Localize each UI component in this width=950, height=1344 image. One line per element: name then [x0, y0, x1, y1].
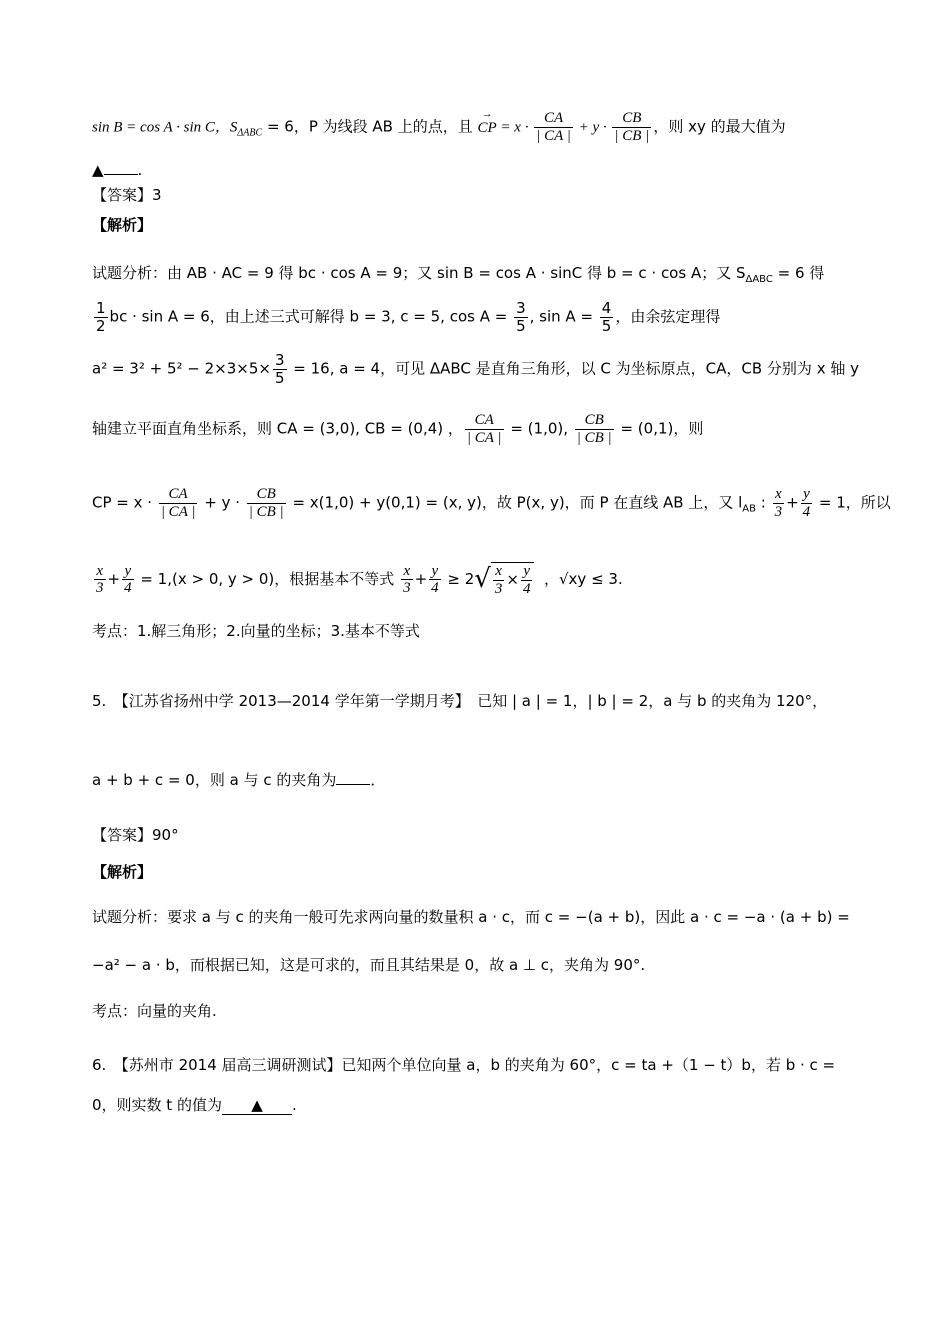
q4-l6-three-den: 3: [96, 580, 104, 596]
q4-line4-cb-num: CB: [575, 412, 614, 430]
q4-line4-cb-den: | CB |: [576, 429, 612, 446]
q4-cosa-num: 3: [516, 299, 526, 317]
q4-analysis-line-1: [92, 264, 870, 286]
q4-cond-sub: ΔABC: [237, 127, 263, 139]
q4-sqrt-sign: √: [474, 563, 491, 594]
q4-l6b-x-num: x: [401, 563, 413, 581]
q4-sqrt-content: $\frac{x}{3}$ × $\frac{y}{4}$: [491, 562, 535, 597]
q4-cosa-den: 5: [516, 316, 526, 335]
q4-sina-den: 5: [601, 316, 612, 335]
q5-answer: 【答案】90°: [92, 826, 179, 844]
q5-stem-line-1: 5. 【江苏省扬州中学 2013—2014 学年第一学期月考】 已知 | a | = 1，| b | = 2，a 与 b 的夹角为 120°，: [92, 692, 828, 710]
q4-line5-ca-fraction: [159, 486, 198, 520]
q4-cond-prefix: sin B = cos A · sin C，S: [92, 119, 238, 136]
q5-analysis-line-1: 试题分析：要求 a 与 c 的夹角一般可先求两向量的数量积 a · c，而 c = −(a + b)，因此 a · c = −a · (a + b) =: [92, 908, 850, 926]
q4-line5-ca-num: CA: [159, 486, 198, 504]
q6-stem-b: 0，则实数 t 的值为: [92, 1096, 222, 1114]
q4-line6-c: ，√xy ≤ 3.: [544, 570, 623, 588]
q4-sq-x-num: x: [493, 563, 505, 581]
q4-l6-four-den: 4: [124, 580, 132, 596]
q4-line-x3-fraction: [773, 486, 785, 520]
q4-l6b-three-den: 3: [403, 580, 411, 596]
q4-condition-line: [92, 110, 870, 144]
q4-line1-text: 试题分析：由 AB · AC = 9 得 bc · cos A = 9；又 sin B = cos A · sinC 得 b = c · cos A；又 S: [92, 264, 746, 282]
q4-line2-c: ，由余弦定理得: [615, 307, 721, 326]
q4-sq-four-den: 4: [522, 580, 531, 597]
q4-line3-num: 3: [274, 351, 285, 369]
q4-line2-b: , sin A =: [529, 307, 598, 326]
q4-line5-a: CP = x ·: [92, 493, 157, 512]
q4-ca-den: | CA |: [536, 127, 571, 144]
q4-line1-sub: ΔABC: [745, 274, 773, 285]
q4-ca-num: CA: [534, 110, 573, 128]
q4-line3-fraction: [273, 352, 287, 386]
q5-analysis-head: 【解析】: [92, 863, 153, 881]
q4-blank-line: ▲ .: [92, 161, 143, 179]
q4-line1-end: = 6 得: [772, 264, 825, 282]
q4-sqrt-y4: [521, 563, 533, 597]
q4-line4-cb-fraction: [575, 412, 614, 446]
q4-line5-sub: AB: [742, 503, 756, 515]
q4-sina-num: 4: [601, 299, 612, 317]
q4-cond-end: ，则 xy 的最大值为: [653, 117, 786, 136]
q4-answer: 【答案】3: [92, 186, 162, 204]
q4-line6-b: ≥ 2: [442, 570, 475, 588]
q4-analysis-line-2: [92, 300, 870, 334]
q4-line4-ca-num: CA: [465, 412, 504, 430]
q6-stem-line-2: [92, 1096, 870, 1115]
q5-stem-b: a + b + c = 0，则 a 与 c 的夹角为: [92, 771, 337, 789]
q4-cosa-fraction: [514, 300, 528, 334]
q4-sq-three-den: 3: [494, 580, 503, 597]
q4-l6-y4-fraction: [122, 563, 134, 597]
q5-stem-line-2: [92, 770, 870, 789]
q4-eq-x: = x ·: [496, 119, 533, 136]
q4-kaodian: 考点：1.解三角形；2.向量的坐标；3.基本不等式: [92, 622, 420, 640]
q4-line4-b: = (1,0),: [505, 419, 573, 438]
q4-line5-e: = 1，所以: [814, 493, 891, 512]
q4-line4-a: 轴建立平面直角坐标系，则 CA = (3,0), CB = (0,4) ，: [92, 419, 463, 438]
q5-kaodian: 考点：向量的夹角.: [92, 1002, 217, 1020]
q4-vector-cp: → CP: [478, 119, 497, 137]
q4-line-y4-fraction: [801, 486, 813, 520]
q5-answer-blank: [336, 770, 370, 785]
q4-sina-fraction: [600, 300, 614, 334]
q4-half-num: 1: [96, 299, 106, 317]
q4-line3-a: a² = 3² + 5² − 2×3×5×: [92, 359, 271, 378]
q4-analysis-line-3: [92, 352, 870, 386]
q4-answer-blank: [104, 160, 138, 175]
q4-four-den: 4: [802, 503, 811, 520]
q4-half-fraction: [94, 300, 108, 334]
q4-l6-y-num: y: [122, 563, 134, 581]
q4-x-num: x: [773, 486, 785, 504]
q4-l6-x-num: x: [94, 563, 106, 581]
q6-answer-blank: [222, 1096, 292, 1115]
q5-stem-end: ．: [370, 771, 386, 789]
q6-blank-marker: ▲: [251, 1096, 263, 1114]
q4-cb-den: | CB |: [614, 127, 650, 144]
q4-blank-marker: ▲: [92, 161, 104, 179]
q4-cb-num: CB: [612, 110, 651, 128]
q4-line4-ca-fraction: [465, 412, 504, 446]
q4-analysis-line-6: $\frac{x}{3}$ + $\frac{y}{4}$ = 1,(x > 0, y > 0)，根据基本不等式 $\frac{x}{3}$ + $\frac{y}{4}$ ≥ 2√ $\frac{x}{3}$ × $\frac{y}{4}$ ，√xy ≤ 3.: [96, 562, 623, 597]
q4-line6-a: = 1,(x > 0, y > 0)，根据基本不等式: [135, 570, 400, 588]
q4-analysis-line-4: [92, 412, 870, 446]
q4-line5-c: = x(1,0) + y(0,1) = (x, y)，故 P(x, y)，而 P 在直线 AB 上，又 l: [287, 493, 743, 512]
q4-l6b-y-num: y: [429, 563, 441, 581]
q6-stem-line-1: 6. 【苏州市 2014 届高三调研测试】已知两个单位向量 a，b 的夹角为 60°，c = ta +（1 − t）b，若 b · c =: [92, 1056, 836, 1074]
q4-line5-ca-den: | CA |: [160, 503, 196, 520]
q4-analysis-head: 【解析】: [92, 216, 153, 234]
q4-sqrt-x3: [493, 563, 505, 597]
q4-line4-c: = (0,1)，则: [615, 419, 704, 438]
q6-stem-end: .: [291, 1096, 297, 1114]
q4-line2-a: bc · sin A = 6，由上述三式可解得 b = 3, c = 5, cos A =: [109, 307, 513, 326]
q4-l6-x3-fraction: [94, 563, 106, 597]
q5-analysis-line-2: −a² − a · b，而根据已知，这是可求的，而且其结果是 0，故 a ⊥ c，夹角为 90°.: [92, 956, 646, 974]
q4-l6b-y4-fraction: [429, 563, 441, 597]
q4-line5-cb-den: | CB |: [248, 503, 284, 520]
q4-line5-d: :: [755, 493, 771, 512]
q4-analysis-line-5: CP = x · $\frac{CA}{| CA |}$ + y · $\frac{CB}{| CB |}$ = x(1,0) + y(0,1) = (x, y)，故 P(x, y)，而 P 在直线 AB 上，又 $l_{AB}$ : $\frac{x}{3}$ + $\frac{y}{4}$ = 1，所以: [92, 486, 891, 520]
q4-fraction-ca: [534, 110, 573, 144]
q4-l6b-four-den: 4: [431, 580, 439, 596]
q4-half-den: 2: [96, 316, 106, 335]
q4-line5-b: + y ·: [199, 493, 245, 512]
q4-line5-cb-num: CB: [247, 486, 286, 504]
q4-fraction-cb: [612, 110, 651, 144]
q4-l6b-x3-fraction: [401, 563, 413, 597]
q4-y-num: y: [801, 486, 813, 504]
q4-sq-y-num: y: [521, 563, 533, 581]
q4-line4-ca-den: | CA |: [466, 429, 502, 446]
q4-three-den: 3: [774, 503, 783, 520]
q4-plus-y: + y ·: [574, 119, 611, 136]
q4-cond-mid: = 6，P 为线段 AB 上的点，且: [262, 117, 478, 136]
q4-line3-den: 5: [274, 368, 285, 387]
q4-line3-b: = 16, a = 4，可见 ΔABC 是直角三角形，以 C 为坐标原点，CA，CB 分别为 x 轴 y: [288, 359, 859, 378]
q4-line5-cb-fraction: [247, 486, 286, 520]
